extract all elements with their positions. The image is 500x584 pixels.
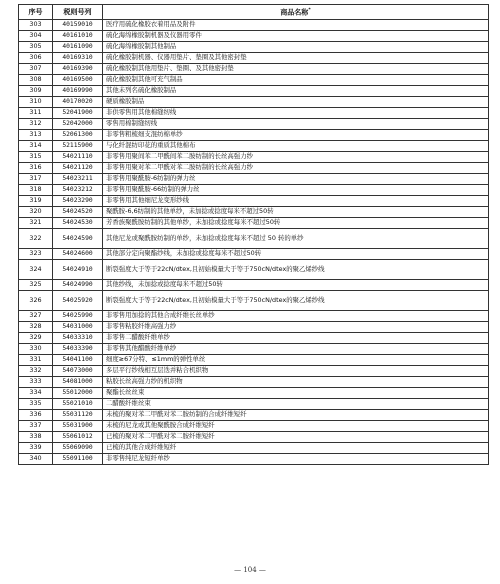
table-row	[19, 86, 489, 97]
row-tariff-code: 55091100	[53, 454, 103, 465]
row-product-name: 非零售用聚酰胺-66纺制的弹力丝	[103, 185, 489, 196]
row-tariff-code: 54024530	[53, 218, 103, 229]
row-product-name: 硫化橡胶制机器、仪器用垫片、垫圈及其他密封垫	[103, 53, 489, 64]
row-serial-number: 305	[19, 42, 53, 53]
row-product-name: 医疗用硫化橡胶衣着用品及附件	[103, 20, 489, 31]
table-row	[19, 333, 489, 344]
table-row	[19, 249, 489, 260]
row-tariff-code: 54041100	[53, 355, 103, 366]
table-row	[19, 42, 489, 53]
row-product-name: 聚酰胺-6,6纺制的其他单纱，未加捻或捻度每米不超过50转	[103, 207, 489, 218]
table-header	[19, 5, 489, 20]
header-product-name-cell	[103, 5, 489, 20]
row-product-name: 非零售粘胶纤维高强力纱	[103, 322, 489, 333]
row-tariff-code: 40169990	[53, 86, 103, 97]
row-serial-number: 325	[19, 280, 53, 291]
row-tariff-code: 40170020	[53, 97, 103, 108]
row-serial-number: 319	[19, 196, 53, 207]
table-row	[19, 344, 489, 355]
row-product-name: 断裂强度大于等于22cN/dtex,且初始模量大于等于750cN/dtex的聚乙烯纱线	[103, 260, 489, 280]
page-number: — 104 —	[234, 566, 266, 574]
row-product-name: 非零售二醋酸纤维单纱	[103, 333, 489, 344]
table-row	[19, 152, 489, 163]
table-row	[19, 432, 489, 443]
table-row	[19, 260, 489, 280]
table-row	[19, 64, 489, 75]
row-product-name: 硬质橡胶制品	[103, 97, 489, 108]
row-product-name: 非零售粗梳细支混纺棉单纱	[103, 130, 489, 141]
row-tariff-code: 52042000	[53, 119, 103, 130]
table-row	[19, 454, 489, 465]
row-serial-number: 311	[19, 108, 53, 119]
table-row	[19, 119, 489, 130]
row-serial-number: 336	[19, 410, 53, 421]
header-tariff-code: 税则号列	[53, 5, 103, 20]
row-tariff-code: 55069090	[53, 443, 103, 454]
row-product-name: 其他纱线，未加捻或捻度每米不超过50转	[103, 280, 489, 291]
row-tariff-code: 40159010	[53, 20, 103, 31]
row-serial-number: 312	[19, 119, 53, 130]
row-serial-number: 324	[19, 260, 53, 280]
row-tariff-code: 54033390	[53, 344, 103, 355]
table-row	[19, 388, 489, 399]
table-row	[19, 410, 489, 421]
row-tariff-code: 54033310	[53, 333, 103, 344]
row-serial-number: 326	[19, 291, 53, 311]
row-serial-number: 323	[19, 249, 53, 260]
row-product-name: 芳香族聚酰胺纺制的其他单纱，未加捻或捻度每米不超过50转	[103, 218, 489, 229]
row-tariff-code: 52041900	[53, 108, 103, 119]
table-row	[19, 443, 489, 454]
row-serial-number: 331	[19, 355, 53, 366]
row-tariff-code: 54023212	[53, 185, 103, 196]
row-product-name: 硫化橡胶制其他用垫片、垫圈、及其他密封垫	[103, 64, 489, 75]
row-serial-number: 303	[19, 20, 53, 31]
row-serial-number: 317	[19, 174, 53, 185]
table-row	[19, 108, 489, 119]
table-row	[19, 31, 489, 42]
row-serial-number: 330	[19, 344, 53, 355]
row-tariff-code: 54021110	[53, 152, 103, 163]
row-tariff-code: 54023211	[53, 174, 103, 185]
row-tariff-code: 54031000	[53, 322, 103, 333]
row-product-name: 其他尼龙或聚酰胺纺制的单纱，未加捻或捻度每米不超过 50 转的单纱	[103, 229, 489, 249]
row-tariff-code: 40169390	[53, 64, 103, 75]
row-tariff-code: 40161090	[53, 42, 103, 53]
row-serial-number: 308	[19, 75, 53, 86]
row-tariff-code: 55061012	[53, 432, 103, 443]
row-serial-number: 309	[19, 86, 53, 97]
header-product-name-note: *	[308, 7, 311, 13]
row-product-name: 非供零售用其他棉缝纫线	[103, 108, 489, 119]
row-serial-number: 304	[19, 31, 53, 42]
table-row	[19, 141, 489, 152]
row-tariff-code: 55021010	[53, 399, 103, 410]
row-tariff-code: 54025990	[53, 311, 103, 322]
row-product-name: 非零售用聚酰胺-6纺制的弹力丝	[103, 174, 489, 185]
table-row	[19, 218, 489, 229]
row-tariff-code: 40169310	[53, 53, 103, 64]
row-serial-number: 314	[19, 141, 53, 152]
row-product-name: 粘胶长丝高强力纱的机织物	[103, 377, 489, 388]
row-product-name: 与化纤混纺印花的重质其他棉布	[103, 141, 489, 152]
row-tariff-code: 54025920	[53, 291, 103, 311]
table-row	[19, 311, 489, 322]
row-product-name: 细度≥67分特、≤1mm的弹性单丝	[103, 355, 489, 366]
row-serial-number: 310	[19, 97, 53, 108]
row-tariff-code: 54081000	[53, 377, 103, 388]
row-serial-number: 316	[19, 163, 53, 174]
table-row	[19, 196, 489, 207]
row-product-name: 硫化海绵橡胶制其他制品	[103, 42, 489, 53]
row-serial-number: 329	[19, 333, 53, 344]
row-product-name: 已梳的其他合成纤维短纤	[103, 443, 489, 454]
row-product-name: 非零售用加捻的其他合成纤维长丝单纱	[103, 311, 489, 322]
table-row	[19, 355, 489, 366]
row-tariff-code: 54024990	[53, 280, 103, 291]
row-product-name: 断裂强度大于等于22cN/dtex,且初始模量大于等于750cN/dtex的聚乙烯纱线	[103, 291, 489, 311]
row-serial-number: 322	[19, 229, 53, 249]
row-serial-number: 332	[19, 366, 53, 377]
header-product-name: 商品名称	[280, 8, 309, 17]
row-tariff-code: 54023290	[53, 196, 103, 207]
row-product-name: 非零售用聚间苯二甲酰间苯二胺纺制的长丝高强力纱	[103, 152, 489, 163]
table-row	[19, 174, 489, 185]
row-product-name: 非零售其他醋酸纤维单纱	[103, 344, 489, 355]
row-product-name: 其他未列名硫化橡胶制品	[103, 86, 489, 97]
row-serial-number: 320	[19, 207, 53, 218]
row-product-name: 非零售用其他细尼龙变形纱线	[103, 196, 489, 207]
row-tariff-code: 54024590	[53, 229, 103, 249]
row-serial-number: 339	[19, 443, 53, 454]
row-serial-number: 315	[19, 152, 53, 163]
row-serial-number: 328	[19, 322, 53, 333]
table-row	[19, 291, 489, 311]
row-product-name: 零售用棉制缝纫线	[103, 119, 489, 130]
row-serial-number: 318	[19, 185, 53, 196]
header-serial-number: 序号	[19, 5, 53, 20]
row-tariff-code: 52115900	[53, 141, 103, 152]
row-tariff-code: 40169500	[53, 75, 103, 86]
row-serial-number: 333	[19, 377, 53, 388]
row-product-name: 非零售用聚对苯二甲酰对苯二胺纺制的长丝高强力纱	[103, 163, 489, 174]
table-row	[19, 163, 489, 174]
table-row	[19, 399, 489, 410]
table-row	[19, 75, 489, 86]
row-tariff-code: 54021120	[53, 163, 103, 174]
table-body	[19, 20, 489, 465]
row-serial-number: 337	[19, 421, 53, 432]
table-row	[19, 20, 489, 31]
row-tariff-code: 40161010	[53, 31, 103, 42]
row-serial-number: 321	[19, 218, 53, 229]
table-row	[19, 53, 489, 64]
table-row	[19, 366, 489, 377]
row-tariff-code: 54024520	[53, 207, 103, 218]
table-row	[19, 421, 489, 432]
table-row	[19, 185, 489, 196]
tariff-table	[18, 4, 489, 465]
table-row	[19, 229, 489, 249]
row-serial-number: 340	[19, 454, 53, 465]
row-serial-number: 335	[19, 399, 53, 410]
row-product-name: 非零售纯尼龙短纤单纱	[103, 454, 489, 465]
table-row	[19, 322, 489, 333]
row-product-name: 其他部分定向聚酯纱线，未加捻或捻度每米不超过50转	[103, 249, 489, 260]
row-serial-number: 313	[19, 130, 53, 141]
row-tariff-code: 52061300	[53, 130, 103, 141]
row-serial-number: 327	[19, 311, 53, 322]
table-row	[19, 280, 489, 291]
row-tariff-code: 54073000	[53, 366, 103, 377]
row-tariff-code: 54024600	[53, 249, 103, 260]
table-row	[19, 97, 489, 108]
row-product-name: 已梳的聚对苯二甲酰对苯二胺纤维短纤	[103, 432, 489, 443]
row-tariff-code: 55031900	[53, 421, 103, 432]
row-tariff-code: 55012000	[53, 388, 103, 399]
row-serial-number: 306	[19, 53, 53, 64]
row-product-name: 硫化海绵橡胶制机器及仪器用零件	[103, 31, 489, 42]
row-serial-number: 338	[19, 432, 53, 443]
row-product-name: 未梳的尼龙或其他聚酰胺合成纤维短纤	[103, 421, 489, 432]
row-serial-number: 307	[19, 64, 53, 75]
row-product-name: 聚酯长丝丝束	[103, 388, 489, 399]
table-row	[19, 130, 489, 141]
row-serial-number: 334	[19, 388, 53, 399]
row-product-name: 未梳的聚对苯二甲酰对苯二胺纺制的合成纤维短纤	[103, 410, 489, 421]
row-product-name: 多层平行纱线相互层迭并粘合机织物	[103, 366, 489, 377]
table-row	[19, 377, 489, 388]
row-tariff-code: 54024910	[53, 260, 103, 280]
row-tariff-code: 55031120	[53, 410, 103, 421]
row-product-name: 硫化橡胶制其他可充气制品	[103, 75, 489, 86]
row-product-name: 二醋酸纤维丝束	[103, 399, 489, 410]
table-row	[19, 207, 489, 218]
